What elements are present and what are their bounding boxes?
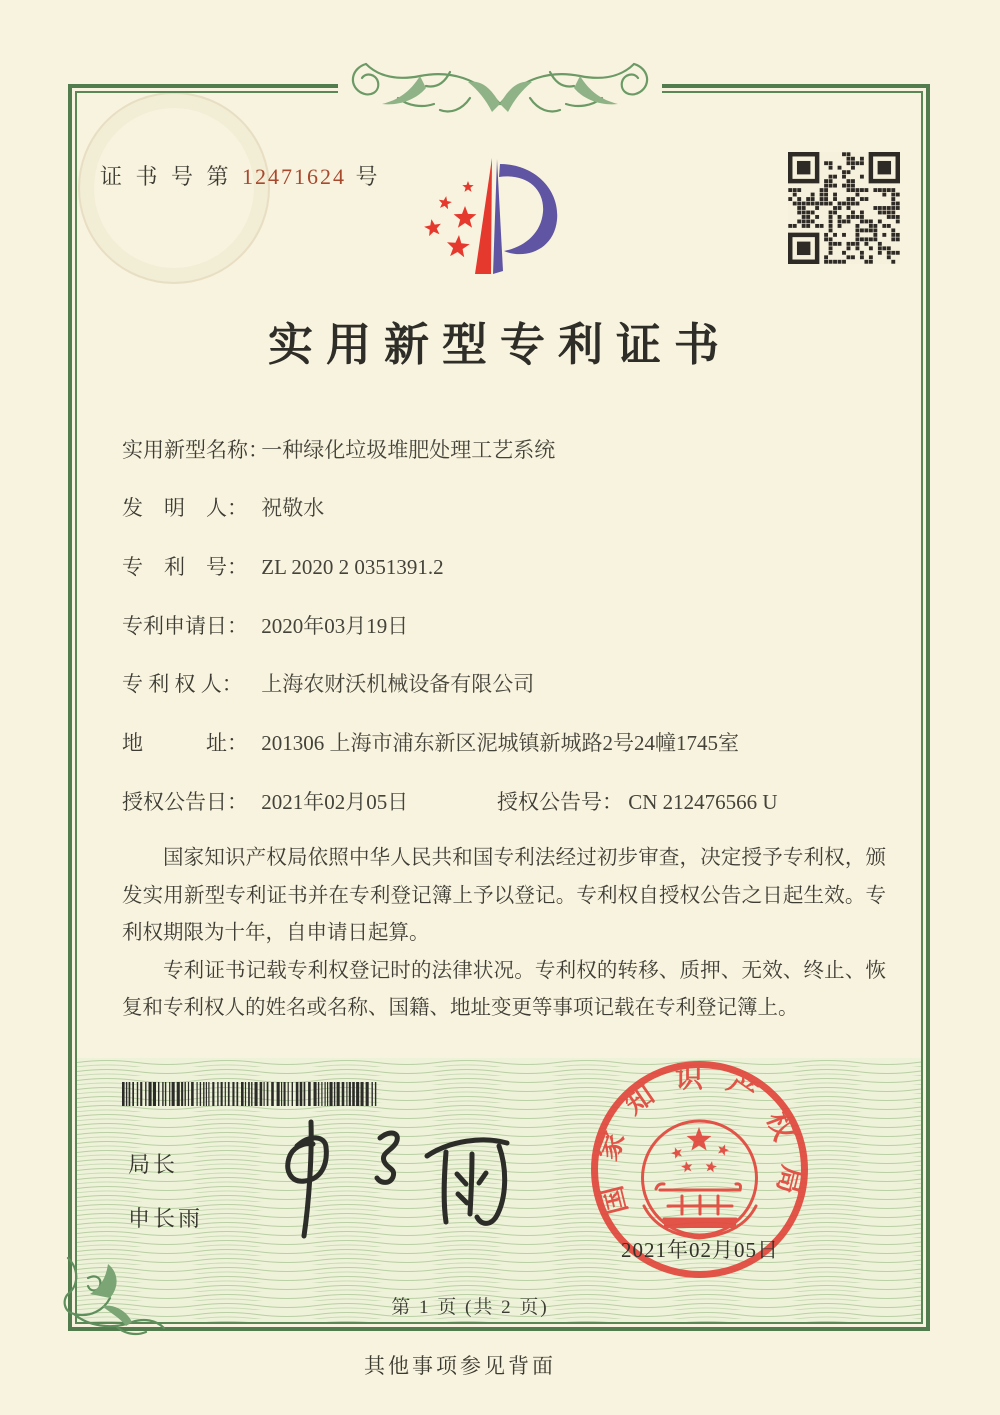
- legal-statement-block: [122, 840, 886, 1028]
- field-grant-date: [122, 786, 408, 816]
- field-patent-number: [122, 551, 444, 581]
- field-value: CN 212476566 U: [628, 790, 778, 814]
- field-inventor: [122, 492, 324, 522]
- field-label: 专利申请日：: [122, 614, 248, 638]
- seal-text: 国家知识产权局: [591, 1062, 808, 1218]
- field-label: 地 址：: [122, 731, 248, 755]
- field-value: 201306 上海市浦东新区泥城镇新城路2号24幢1745室: [261, 731, 739, 755]
- director-name: 申长雨: [128, 1206, 204, 1231]
- seal-date: 2021年02月05日: [621, 1238, 779, 1262]
- cnipa-logo-icon: [403, 146, 581, 292]
- field-value: 2020年03月19日: [261, 614, 409, 638]
- legal-paragraph-2: 专利证书记载专利权登记时的法律状况。专利权的转移、质押、无效、终止、恢复和专利权人的姓名或名称、国籍、地址变更等事项记载在专利登记簿上。: [122, 959, 886, 1019]
- certificate-title: 实用新型专利证书: [267, 320, 732, 370]
- legal-paragraph-1: 国家知识产权局依照中华人民共和国专利法经过初步审查，决定授予专利权，颁发实用新型专利证书并在专利登记簿上予以登记。专利权自授权公告之日起生效。专利权期限为十年，自申请日起算。: [122, 847, 886, 944]
- field-value: 祝敬水: [261, 496, 325, 520]
- certificate-number-suffix: 号: [355, 164, 382, 189]
- director-title-label: 局长: [128, 1152, 179, 1177]
- director-signature: [255, 1116, 525, 1242]
- director-block: [128, 1148, 203, 1233]
- page-number: 第 1 页 (共 2 页): [391, 1297, 549, 1318]
- field-label: 专 利 号：: [122, 555, 248, 579]
- field-utility-model-name: [122, 434, 555, 464]
- field-label: 实用新型名称：: [122, 438, 269, 462]
- field-value: 2021年02月05日: [261, 790, 409, 814]
- field-address: [122, 727, 739, 757]
- field-value: 上海农财沃机械设备有限公司: [261, 672, 535, 696]
- field-patentee: [122, 668, 534, 698]
- field-label: 发 明 人：: [122, 496, 248, 520]
- back-side-note: 其他事项参见背面: [364, 1354, 556, 1378]
- field-grant-publication-number: [497, 786, 778, 816]
- field-value: ZL 2020 2 0351391.2: [261, 555, 444, 579]
- certificate-number-prefix: 证 书 号 第: [100, 164, 233, 189]
- field-value: 一种绿化垃圾堆肥处理工艺系统: [261, 438, 556, 462]
- field-label: 授权公告号：: [497, 790, 623, 814]
- barcode: [122, 1082, 380, 1106]
- qr-code: [788, 152, 900, 264]
- top-scroll-ornament: [338, 58, 662, 120]
- field-label: 专 利 权 人：: [122, 672, 243, 696]
- field-filing-date: [122, 610, 408, 640]
- field-label: 授权公告日：: [122, 790, 248, 814]
- certificate-number-value: 12471624: [242, 164, 347, 189]
- certificate-number-line: [100, 160, 382, 191]
